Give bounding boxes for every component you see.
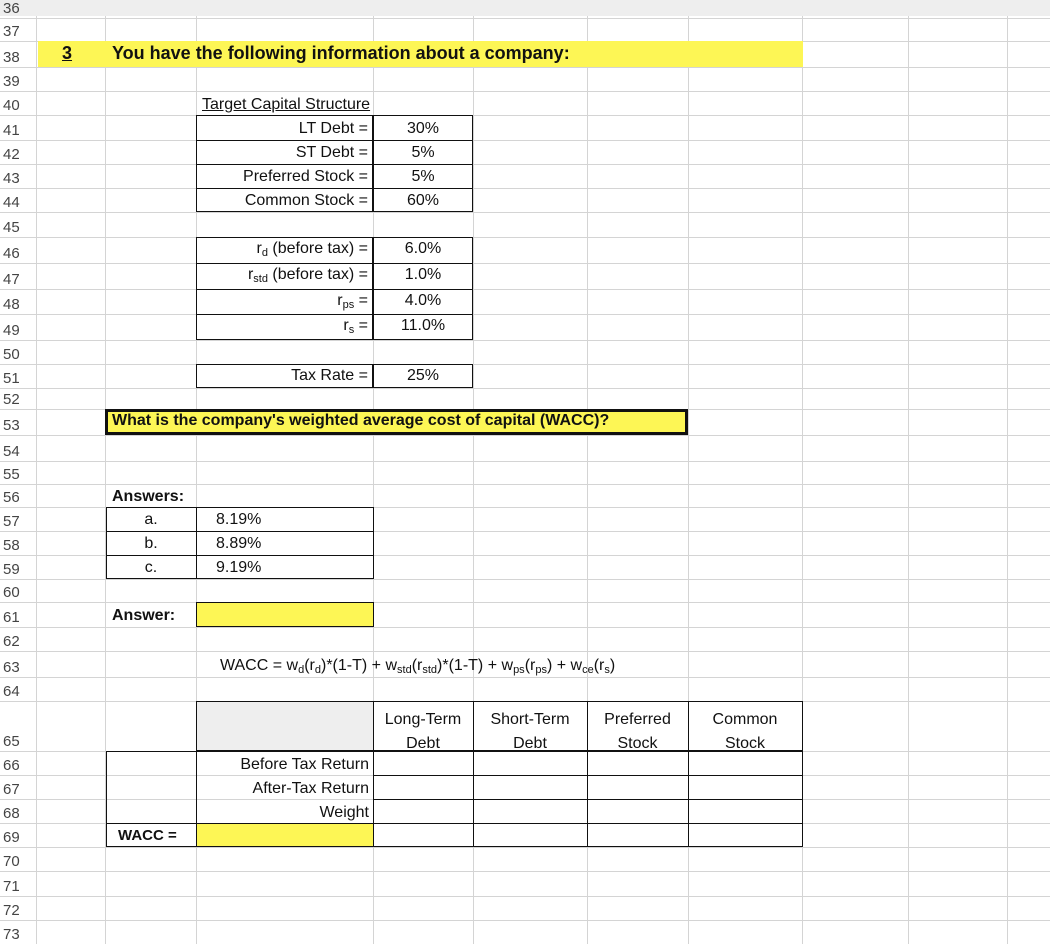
row-number: 64 <box>3 683 20 700</box>
cell-before-tax-cs[interactable] <box>689 752 802 775</box>
cell-weight-std[interactable] <box>474 800 587 823</box>
row-label-after-tax-return: After-Tax Return <box>252 780 369 797</box>
st-debt-value: 5% <box>411 144 435 161</box>
row-number: 73 <box>3 926 20 943</box>
cell-wacc-std[interactable] <box>474 824 587 846</box>
cell-wacc-ps[interactable] <box>588 824 688 846</box>
answer-input-cell[interactable] <box>196 602 374 627</box>
option-b-letter: b. <box>144 535 158 552</box>
tax-divider <box>372 364 374 388</box>
col-header-long-term-debt: Long-Term Debt <box>384 711 462 752</box>
row-number: 48 <box>3 296 20 313</box>
row-number: 43 <box>3 170 20 187</box>
cell-weight-ps[interactable] <box>588 800 688 823</box>
rps-label: $r_{ps}$ = <box>337 292 368 311</box>
cell-wacc-cs[interactable] <box>689 824 802 846</box>
cell-before-tax-ltd[interactable] <box>374 752 473 775</box>
tax-rate-label: Tax Rate = <box>291 367 368 384</box>
cell-after-tax-cs[interactable] <box>689 776 802 799</box>
row-number: 65 <box>3 733 20 750</box>
row-number: 47 <box>3 271 20 288</box>
lt-debt-label: LT Debt = <box>298 120 368 137</box>
rates-rowline <box>196 289 473 290</box>
row-number: 53 <box>3 417 20 434</box>
answers-divider <box>196 507 197 579</box>
row-number: 55 <box>3 466 20 483</box>
cell-wacc-ltd[interactable] <box>374 824 473 846</box>
preferred-stock-label: Preferred Stock = <box>243 168 368 185</box>
structure-title: Target Capital Structure <box>202 96 371 113</box>
rates-rowline <box>196 314 473 315</box>
row-number: 56 <box>3 489 20 506</box>
rs-label: $r_s$ = <box>343 317 368 336</box>
row-number: 71 <box>3 878 20 895</box>
cell-weight-cs[interactable] <box>689 800 802 823</box>
structure-rowline <box>196 140 473 141</box>
row-number: 58 <box>3 537 20 554</box>
row-number: 66 <box>3 757 20 774</box>
option-a-value: 8.19% <box>216 511 262 528</box>
row-number: 63 <box>3 659 20 676</box>
structure-rowline <box>196 164 473 165</box>
lt-debt-value: 30% <box>406 120 440 137</box>
cell-after-tax-std[interactable] <box>474 776 587 799</box>
answer-label: Answer: <box>112 607 176 624</box>
col-header-short-term-debt: Short-Term Debt <box>490 711 570 752</box>
row-number: 38 <box>3 49 20 66</box>
row-number: 60 <box>3 584 20 601</box>
cell-after-tax-ps[interactable] <box>588 776 688 799</box>
row-number: 62 <box>3 633 20 650</box>
rstd-value: 1.0% <box>404 266 442 283</box>
cell-before-tax-ps[interactable] <box>588 752 688 775</box>
col-header-common-stock: Common Stock <box>712 711 778 752</box>
cell-weight-ltd[interactable] <box>374 800 473 823</box>
st-debt-label: ST Debt = <box>295 144 368 161</box>
row-number: 40 <box>3 97 20 114</box>
problem-intro: You have the following information about a company: <box>112 43 570 63</box>
option-a-letter: a. <box>144 511 158 528</box>
row-number: 69 <box>3 829 20 846</box>
wacc-input-cell[interactable] <box>196 823 374 847</box>
answers-heading: Answers: <box>112 488 185 505</box>
row-number: 61 <box>3 609 20 626</box>
rs-value: 11.0% <box>400 317 446 334</box>
preferred-stock-value: 5% <box>411 168 435 185</box>
row-number: 51 <box>3 370 20 387</box>
rstd-label: $r_{std}$ (before tax) = <box>247 266 368 285</box>
wacc-label: WACC = <box>118 827 177 844</box>
answers-rowline <box>106 531 374 532</box>
row-number: 46 <box>3 245 20 262</box>
row-number: 52 <box>3 391 20 408</box>
cell-before-tax-std[interactable] <box>474 752 587 775</box>
option-b-value: 8.89% <box>216 535 262 552</box>
row-number: 54 <box>3 443 20 460</box>
rps-value: 4.0% <box>404 292 442 309</box>
row-number: 37 <box>3 23 20 40</box>
rd-value: 6.0% <box>404 240 442 257</box>
answers-rowline <box>106 555 374 556</box>
row-number: 59 <box>3 561 20 578</box>
wacc-formula: WACC = $w_d(r_d)*(1-T) + w_{std}(r_{std})*(1-T) + w_{ps}(r_{ps}) + w_{ce}(r_s)$ <box>220 657 616 676</box>
row-number: 41 <box>3 122 20 139</box>
row-number: 70 <box>3 853 20 870</box>
common-stock-label: Common Stock = <box>244 192 368 209</box>
row-number: 36 <box>3 0 20 17</box>
rates-rowline <box>196 263 473 264</box>
question-text: What is the company's weighted average cost of capital (WACC)? <box>112 412 610 429</box>
col-header-preferred-stock: Preferred Stock <box>604 711 671 752</box>
row-number: 44 <box>3 194 20 211</box>
row-label-weight: Weight <box>319 804 369 821</box>
structure-rowline <box>196 188 473 189</box>
cell-after-tax-ltd[interactable] <box>374 776 473 799</box>
row-number: 42 <box>3 146 20 163</box>
row-number: 67 <box>3 781 20 798</box>
row-number: 49 <box>3 322 20 339</box>
tax-rate-value: 25% <box>406 367 440 384</box>
row-number: 45 <box>3 219 20 236</box>
row-number: 57 <box>3 513 20 530</box>
row-label-before-tax-return: Before Tax Return <box>240 756 369 773</box>
row-number: 50 <box>3 346 20 363</box>
row-number: 72 <box>3 902 20 919</box>
option-c-letter: c. <box>144 559 158 576</box>
row-number: 68 <box>3 805 20 822</box>
option-c-value: 9.19% <box>216 559 262 576</box>
row-number: 39 <box>3 73 20 90</box>
common-stock-value: 60% <box>406 192 440 209</box>
rd-label: $r_d$ (before tax) = <box>256 240 368 259</box>
calc-header-label-cell <box>196 701 374 751</box>
problem-number: 3 <box>62 43 73 63</box>
